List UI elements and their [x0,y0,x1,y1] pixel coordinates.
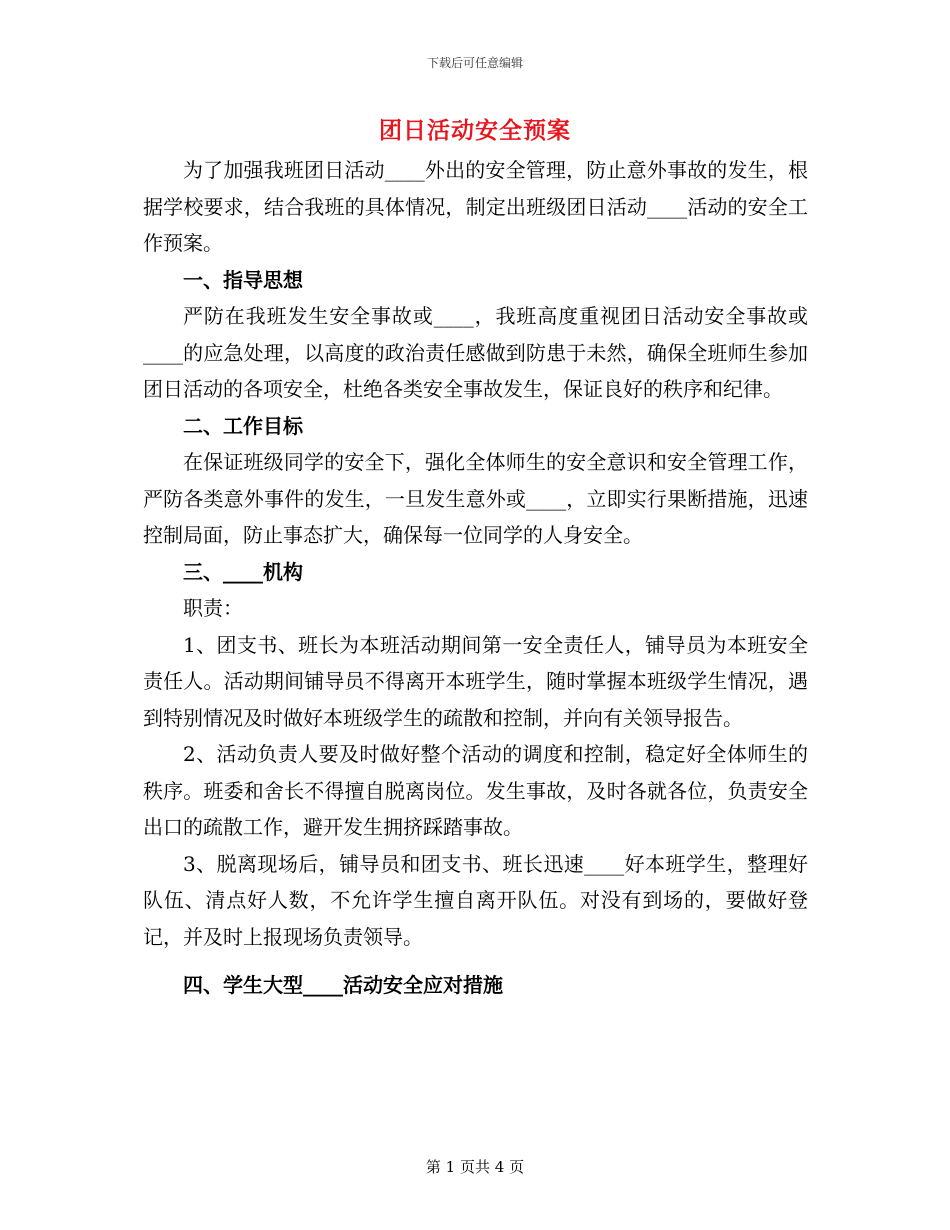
paragraph: 3、脱离现场后，铺导员和团支书、班长迅速____好本班学生，整理好队伍、清点好人数，不允许学生擅自离开队伍。对没有到场的，要做好登记，并及时上报现场负责领导。 [143,851,808,949]
section-heading-organization: 三、____机构 [183,559,303,584]
paragraph: 在保证班级同学的安全下，强化全体师生的安全意识和安全管理工作，严防各类意外事件的发生，一旦发生意外或____，立即实行果断措施，迅速控制局面，防止事态扩大，确保每一位同学的人身安全。 [143,450,808,547]
section-heading-safety-measures: 四、学生大型____活动安全应对措施 [183,973,503,997]
page-number: 第 1 页共 4 页 [425,1158,525,1176]
paragraph: 1、团支书、班长为本班活动期间第一安全责任人，铺导员为本班安全责任人。活动期间铺导员不得离开本班学生，随时掌握本班级学生情况，遇到特别情况及时做好本班级学生的疏散和控制，并向有关领导报告。 [143,632,808,730]
section-heading-guiding-ideology: 一、指导思想 [183,267,303,292]
paragraph: 严防在我班发生安全事故或____，我班高度重视团日活动安全事故或____的应急处理，以高度的政治责任感做到防患于未然，确保全班师生参加团日活动的各项安全，杜绝各类安全事故发生，保证良好的秩序和纪律。 [143,304,808,401]
paragraph: 2、活动负责人要及时做好整个活动的调度和控制，稳定好全体师生的秩序。班委和舍长不得擅自脱离岗位。发生事故，及时各就各位，负责安全出口的疏散工作，避开发生拥挤踩踏事故。 [143,742,808,839]
section-heading-work-goal: 二、工作目标 [183,413,303,438]
document-body [143,152,808,1004]
paragraph: 职责： [183,596,243,620]
intro-paragraph: 为了加强我班团日活动____外出的安全管理，防止意外事故的发生，根据学校要求，结合我班的具体情况，制定出班级团日活动____活动的安全工作预案。 [143,158,808,255]
header-note: 下载后可任意编辑 [426,56,523,70]
document-title: 团日活动安全预案 [379,117,571,144]
